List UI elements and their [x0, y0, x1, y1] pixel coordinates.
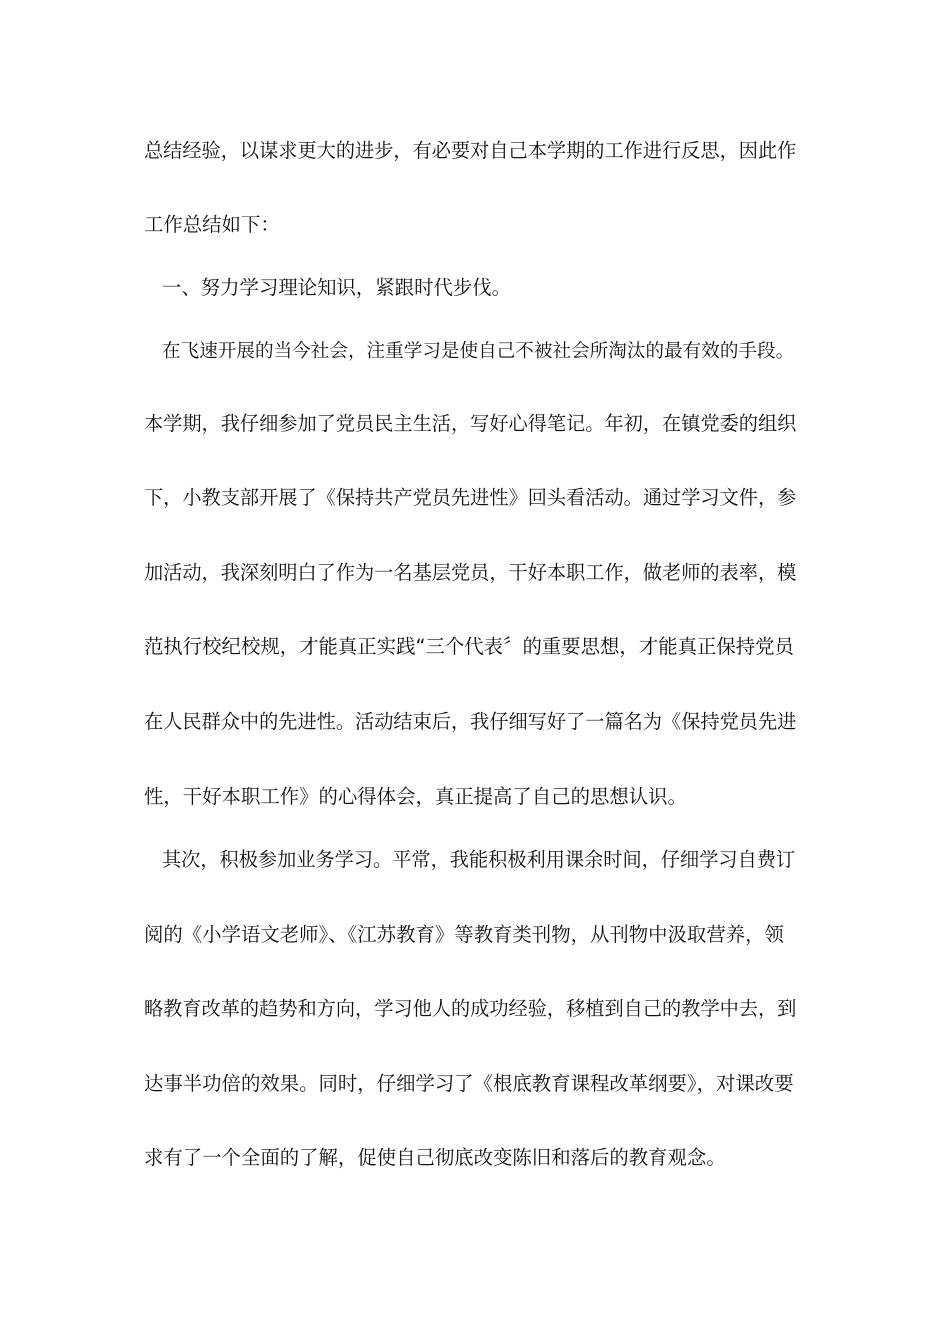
text-line: 在人民群众中的先进性。活动结束后，我仔细写好了一篇名为《保持党员先进	[144, 710, 797, 733]
text-line: 加活动，我深刻明白了作为一名基层党员，干好本职工作，做老师的表率，模	[144, 561, 797, 584]
text-line: 本学期，我仔细参加了党员民主生活，写好心得笔记。年初，在镇党委的组织	[144, 412, 797, 435]
text-line: 求有了一个全面的了解，促使自己彻底改变陈旧和落后的教育观念。	[144, 1146, 726, 1169]
text-line: 略教育改革的趋势和方向，学习他人的成功经验，移植到自己的教学中去，到	[144, 997, 797, 1020]
text-line: 范执行校纪校规，才能真正实践“三个代表〞的重要思想，才能真正保持党员	[144, 635, 794, 658]
text-line: 工作总结如下：	[144, 213, 280, 236]
text-line: 总结经验，以谋求更大的进步，有必要对自己本学期的工作进行反思，因此作	[144, 139, 797, 162]
text-line: 达事半功倍的效果。同时，仔细学习了《根底教育课程改革纲要》，对课改要	[144, 1072, 794, 1095]
paragraph-start: 其次，积极参加业务学习。平常，我能积极利用课余时间，仔细学习自费订	[162, 848, 796, 871]
text-line: 性，干好本职工作》的心得体会，真正提高了自己的思想认识。	[144, 785, 687, 808]
text-line: 下，小教支部开展了《保持共产党员先进性》回头看活动。通过学习文件，参	[144, 486, 797, 509]
text-line: 阅的《小学语文老师》、《江苏教育》等教育类刊物，从刊物中汲取营养，领	[144, 923, 784, 946]
paragraph-start: 在飞速开展的当今社会，注重学习是使自己不被社会所淘汰的最有效的手段。	[162, 341, 795, 362]
section-heading: 一、努力学习理论知识，紧跟时代步伐。	[162, 276, 512, 299]
